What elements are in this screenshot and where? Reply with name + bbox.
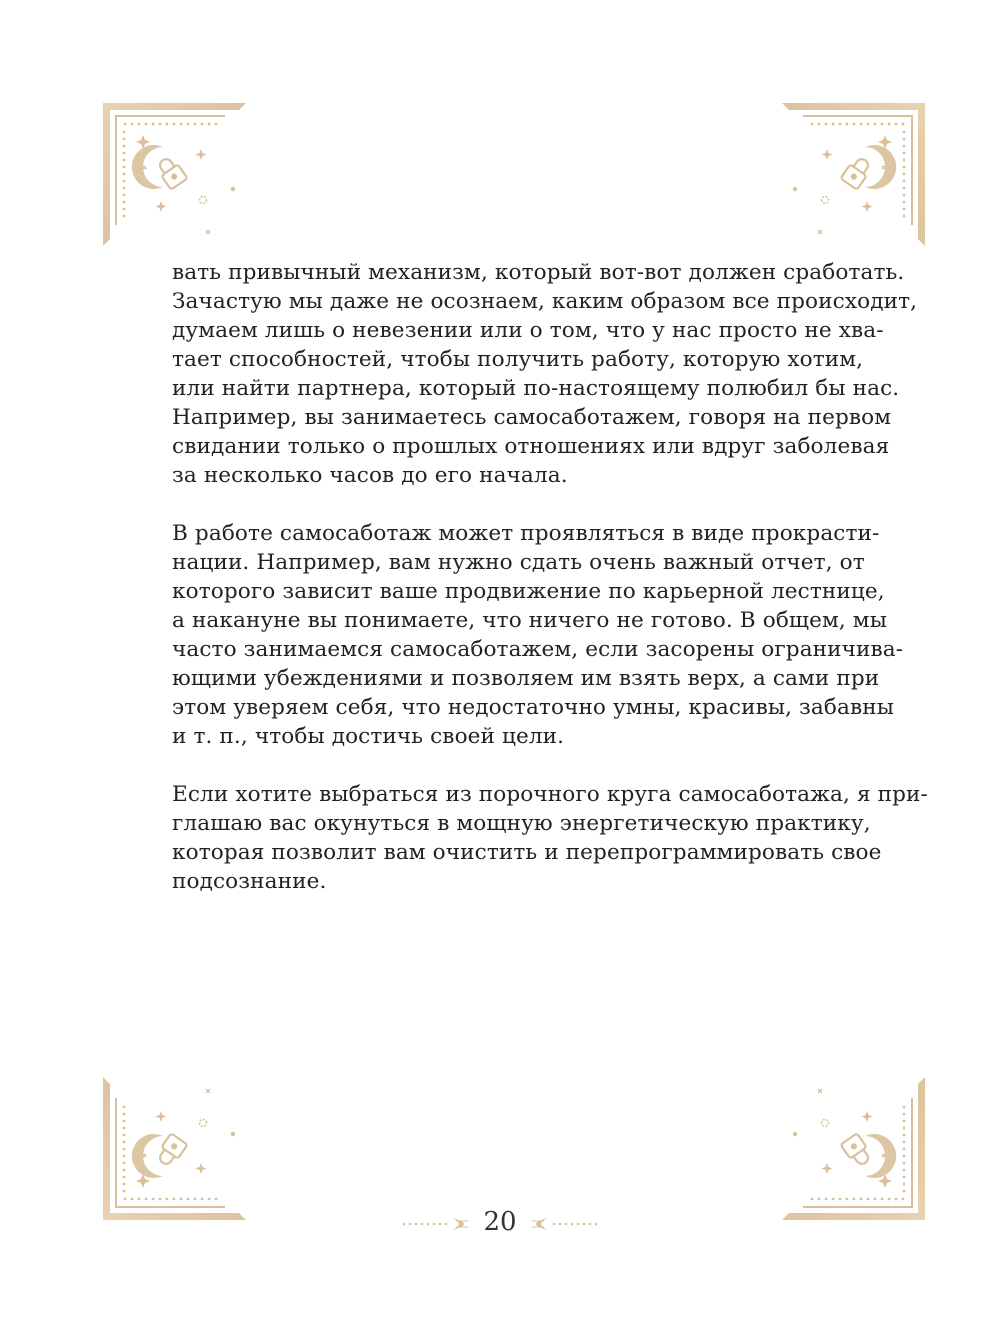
- text-line: Например, вы занимаетесь самосаботажем, говоря на первом: [172, 405, 892, 430]
- text-line: которого зависит ваше продвижение по карьерной лестнице,: [172, 579, 885, 604]
- text-line: вать привычный механизм, который вот-вот должен сработать.: [172, 260, 905, 285]
- text-line: этом уверяем себя, что недостаточно умны, красивы, забавны: [172, 695, 895, 720]
- corner-ornament-bottom-left: [103, 1075, 248, 1220]
- lock-moon-ornament-icon: [780, 1075, 925, 1220]
- text-line: глашаю вас окунуться в мощную энергетическую практику,: [172, 811, 871, 836]
- lock-moon-ornament-icon: [103, 103, 248, 248]
- text-line: подсознание.: [172, 869, 327, 894]
- text-line: Если хотите выбраться из порочного круга самосаботажа, я при-: [172, 782, 928, 807]
- corner-ornament-top-right: [780, 103, 925, 248]
- flourish-right-icon: [520, 1213, 600, 1235]
- lock-moon-ornament-icon: [103, 1075, 248, 1220]
- text-line: и т. п., чтобы достичь своей цели.: [172, 724, 565, 749]
- paragraph-1: [172, 258, 918, 490]
- paragraph-2: [172, 519, 904, 751]
- lock-moon-ornament-icon: [780, 103, 925, 248]
- corner-ornament-top-left: [103, 103, 248, 248]
- page-number-block: [380, 1207, 620, 1247]
- paragraph-3: [172, 780, 928, 896]
- text-line: думаем лишь о невезении или о том, что у нас просто не хва-: [172, 318, 884, 343]
- text-line: В работе самосаботаж может проявляться в виде прокрасти-: [172, 521, 880, 546]
- text-line: которая позволит вам очистить и перепрограммировать свое: [172, 840, 882, 865]
- text-line: Зачастую мы даже не осознаем, каким образом все происходит,: [172, 289, 918, 314]
- text-line: нации. Например, вам нужно сдать очень важный отчет, от: [172, 550, 865, 575]
- text-line: а накануне вы понимаете, что ничего не готово. В общем, мы: [172, 608, 887, 633]
- text-line: ющими убеждениями и позволяем им взять верх, а сами при: [172, 666, 880, 691]
- corner-ornament-bottom-right: [780, 1075, 925, 1220]
- page-number: 20: [483, 1207, 517, 1237]
- text-line: часто занимаемся самосаботажем, если засорены ограничива-: [172, 637, 904, 662]
- text-line: или найти партнера, который по-настоящему полюбил бы нас.: [172, 376, 900, 401]
- body-text: [172, 258, 928, 925]
- text-line: свидании только о прошлых отношениях или вдруг заболевая: [172, 434, 890, 459]
- text-line: тает способностей, чтобы получить работу, которую хотим,: [172, 347, 864, 372]
- text-line: за несколько часов до его начала.: [172, 463, 568, 488]
